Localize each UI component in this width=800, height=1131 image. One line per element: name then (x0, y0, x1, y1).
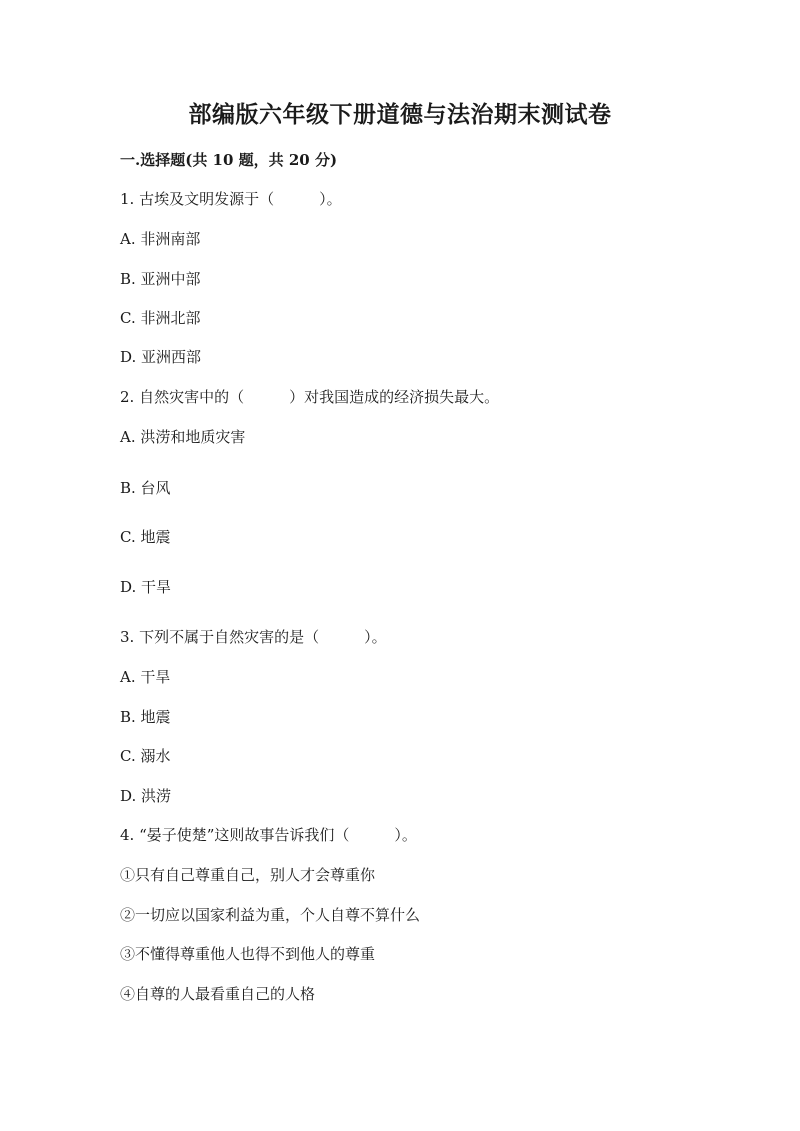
answer-option: D. 干旱 (120, 578, 172, 596)
answer-option: C. 非洲北部 (120, 309, 201, 327)
answer-option: A. 干旱 (120, 668, 171, 686)
answer-option: B. 台风 (120, 479, 171, 497)
answer-statement: ③不懂得尊重他人也得不到他人的尊重 (120, 945, 376, 963)
question-stem: 2. 自然灾害中的（ ）对我国造成的经济损失最大。 (120, 388, 500, 406)
section-heading: 一.选择题(共 10 题，共 20 分) (120, 151, 338, 169)
answer-statement: ②一切应以国家利益为重，个人自尊不算什么 (120, 906, 421, 924)
page-title: 部编版六年级下册道德与法治期末测试卷 (188, 101, 612, 128)
answer-statement: ④自尊的人最看重自己的人格 (120, 985, 316, 1003)
answer-option: C. 地震 (120, 528, 171, 546)
question-stem: 3. 下列不属于自然灾害的是（ ）。 (120, 628, 387, 646)
question-stem: 4. “晏子使楚”这则故事告诉我们（ ）。 (120, 826, 417, 844)
answer-option: A. 非洲南部 (120, 230, 201, 248)
question-stem: 1. 古埃及文明发源于（ ）。 (120, 190, 342, 208)
answer-statement: ①只有自己尊重自己，别人才会尊重你 (120, 866, 376, 884)
answer-option: D. 亚洲西部 (120, 348, 202, 366)
answer-option: B. 地震 (120, 708, 171, 726)
answer-option: A. 洪涝和地质灾害 (120, 428, 246, 446)
answer-option: B. 亚洲中部 (120, 270, 201, 288)
answer-option: C. 溺水 (120, 747, 171, 765)
answer-option: D. 洪涝 (120, 787, 172, 805)
